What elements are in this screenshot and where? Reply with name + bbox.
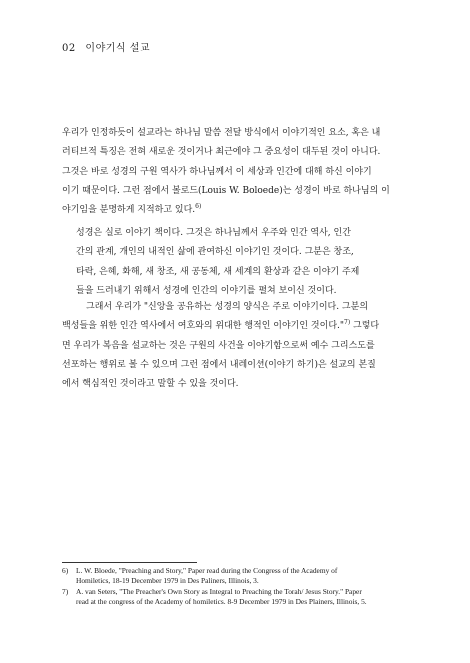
quote-line: 간의 관계, 개인의 내적인 삶에 관여하신 이야기인 것이다. 그분은 창조, [76,247,354,258]
footnote-divider [62,562,197,563]
text-line: 러티브적 특징은 전혀 새로운 것이거나 최근에야 그 중요성이 대두된 것이 아니다. [62,147,381,158]
running-header [62,39,150,54]
text-line: 우리가 인정하듯이 설교라는 하나님 말씀 전달 방식에서 이야기적인 요소, 혹은 내 [62,128,381,138]
text-segment: 그렇다 [350,321,380,332]
footnotes [62,566,442,607]
text-line [62,317,440,336]
block-quote [76,224,436,301]
footnote-line: L. W. Bloede, "Preaching and Story," Paper read during the Congress of the Academy of [76,566,338,575]
footnote-mark: 6) [62,566,69,575]
footnote-mark: 7) [62,586,69,596]
text-line: 에서 핵심적인 것이라고 말할 수 있을 것이다. [62,379,239,390]
footnote-ref-6: 6) [195,203,202,211]
footnote-text [76,566,337,587]
chapter-title: 이야기식 설교 [85,43,151,54]
quote-line: 들을 드러내기 위해서 성경에 인간의 이야기를 펼쳐 보이신 것이다. [76,285,337,296]
text-line: 그래서 우리가 "신앙을 공유하는 성경의 양식은 주로 이야기이다. 그분의 [86,302,369,312]
quote-line: 성경은 실로 이야기 책이다. 그것은 하나님께서 우주와 인간 역사, 인간 [76,228,351,238]
footnote-line: A. van Seters, "The Preacher's Own Story as Integral to Preaching the Torah/ Jesus Story." Paper [76,586,362,596]
footnote-7 [62,587,442,608]
footnote-line: read at the congress of the Academy of homiletics. 8-9 December 1979 in Des Plainers, Illinois, 5. [76,596,367,606]
text-line: 그것은 바로 성경의 구원 역사가 하나님께서 이 세상과 인간에 대해 하신 이야기 [62,166,372,177]
text-line: 면 우리가 복음을 설교하는 것은 구원의 사건을 이야기함으로써 예수 그리스도를 [62,340,375,351]
text-segment: 야기임을 분명하게 지적하고 있다. [62,205,196,216]
text-line [62,201,440,220]
footnote-line: Homiletics, 18-19 December 1979 in Des Paliners, Illinois, 3. [76,576,259,586]
body-paragraph-2 [62,298,440,394]
footnote-ref-7: 7) [344,319,351,327]
text-line: 선포하는 행위로 볼 수 있으며 그런 점에서 내레이션(이야기 하기)은 설교의 본질 [62,359,376,370]
page-number: 02 [62,43,76,54]
text-segment: 백성들을 위한 인간 역사에서 여호와의 위대한 행적인 이야기인 것이다." [62,321,345,332]
footnote-6 [62,566,442,587]
quote-line: 타락, 은혜, 화해, 새 창조, 새 공동체, 새 세계의 환상과 같은 이야기 주제 [76,266,360,277]
footnote-text [76,587,367,608]
body-paragraph-1 [62,124,440,220]
text-line: 이기 때문이다. 그런 점에서 볼로드(Louis W. Boloede)는 성경이 바로 하나님의 이 [62,185,390,196]
